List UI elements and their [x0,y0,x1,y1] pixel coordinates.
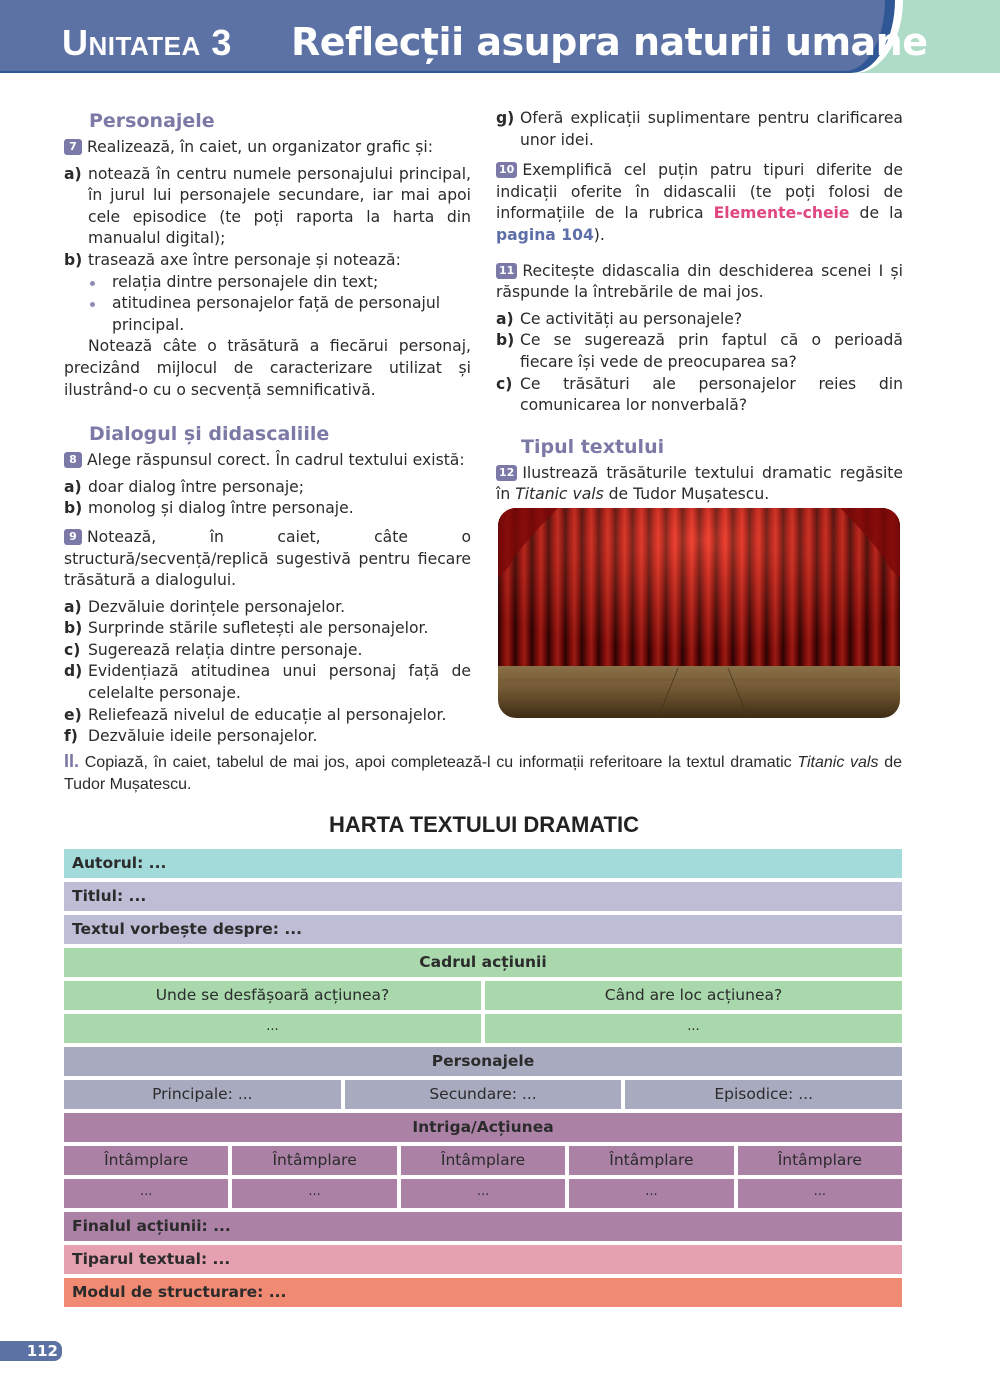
unit-label: UNITATEA 3 [62,22,232,63]
question-12: 12 Ilustrează trăsăturile textului dramatic regăsite în Titanic vals de Tudor Mușatescu. [496,463,903,504]
question-11: 11 Recitește didascalia din deschiderea scenei I și răspunde la întrebările de mai jos. [496,261,903,302]
exercise-ii: II. Copiază, în caiet, tabelul de mai jos, apoi completează-l cu informații referitoare la textul dramatic Titanic vals de Tudor Mușatescu. [64,751,903,793]
bullet-item: relația dintre personajele din text; [64,272,471,294]
section-title-dialogul: Dialogul și didascaliile [89,423,330,446]
question-9: 9 Notează, în caiet, câte o structură/secvență/replică sugestivă pentru fiecare trăsătură a dialogului. [64,527,471,590]
question-7: 7 Realizează, în caiet, un organizator grafic și: [64,137,471,159]
setting-where: Unde se desfășoară acțiunea? [64,981,481,1010]
list-item: a) doar dialog între personaje; [64,477,305,496]
characters-header: Personajele [64,1047,902,1076]
characters-episodic: Episodice: ... [625,1080,902,1109]
list-item: b) monolog și dialog între personaje. [64,499,354,518]
list-item: a) notează în centru numele personajului principal, în jurul lui personajele secundare, iar mai apoi cele episodice (te poți raporta la harta din manualul digital); [64,164,471,248]
list-item: b) Ce se sugerează prin faptul că o perioadă fiecare își vede de preocuparea sa? [496,331,903,371]
page-number: 112 [0,1341,62,1361]
question-number-badge: 8 [64,452,82,468]
event-cell: Întâmplare [64,1146,228,1175]
list-item: a) Dezvăluie dorințele personajelor. [64,597,346,616]
event-answer: ... [738,1179,902,1208]
list-item: b) Surprinde stările sufletești ale personajelor. [64,619,429,638]
dramatic-text-map-table [64,849,902,1311]
event-answer: ... [569,1179,733,1208]
row-title: Titlul: ... [64,882,902,911]
characters-secondary: Secundare: ... [345,1080,622,1109]
setting-when-answer: ... [485,1014,902,1043]
setting-where-answer: ... [64,1014,481,1043]
setting-when: Când are loc acțiunea? [485,981,902,1010]
list-item: c) Sugerează relația dintre personaje. [64,640,363,659]
section-title-tipul-textului: Tipul textului [521,435,665,458]
row-pattern: Tiparul textual: ... [64,1245,902,1274]
question-10: 10 Exemplifică cel puțin patru tipuri diferite de indicații oferite în didascalii (te poți folosi de informațiile de la rubrica Elemente-cheie de la pagina 104). [496,161,904,244]
event-answer: ... [232,1179,396,1208]
list-item: g) Oferă explicații suplimentare pentru clarificarea unor idei. [496,109,903,149]
list-item: b) trasează axe între personaje și notează: [64,250,401,269]
characters-main: Principale: ... [64,1080,341,1109]
event-cell: Întâmplare [401,1146,565,1175]
list-item: e) Reliefează nivelul de educație al personajelor. [64,705,447,724]
left-column [64,108,471,748]
map-title: HARTA TEXTULUI DRAMATIC [329,812,639,837]
event-cell: Întâmplare [738,1146,902,1175]
setting-header: Cadrul acțiunii [64,948,902,977]
link-page-104[interactable]: pagina 104 [496,225,594,244]
question-number-badge: 7 [64,139,82,155]
theater-stage-image [498,508,900,718]
curtain-illustration [498,508,900,718]
question-7-note: Notează câte o trăsătură a fiecărui personaj, precizând mijlocul de caracterizare utilizat și ilustrând-o cu o secvență semnificativă. [64,337,471,399]
list-item: f) Dezvăluie ideile personajelor. [64,727,318,746]
question-number-badge: 9 [64,529,82,545]
list-item: d) Evidențiază atitudinea unui personaj față de celelalte personaje. [64,662,471,703]
row-about: Textul vorbește despre: ... [64,915,902,944]
question-number-badge: 10 [496,162,517,178]
bullet-item: atitudinea personajelor față de personajul principal. [64,293,471,336]
event-cell: Întâmplare [232,1146,396,1175]
header-title-block [62,20,928,64]
question-8: 8 Alege răspunsul corect. În cadrul textului există: [64,450,471,472]
row-structure: Modul de structurare: ... [64,1278,902,1307]
unit-title: Reflecții asupra naturii umane [291,20,928,64]
question-number-badge: 11 [496,263,517,279]
row-author: Autorul: ... [64,849,902,878]
section-title-personajele: Personajele [89,110,215,132]
row-ending: Finalul acțiunii: ... [64,1212,902,1241]
roman-numeral: II. [64,751,80,771]
right-column [496,108,903,506]
question-number-badge: 12 [496,465,517,481]
list-item: c) Ce trăsături ale personajelor reies din comunicarea lor nonverbală? [496,374,903,415]
event-cell: Întâmplare [569,1146,733,1175]
list-item: a) Ce activități au personajele? [496,309,743,328]
event-answer: ... [401,1179,565,1208]
event-answer: ... [64,1179,228,1208]
link-elemente-cheie[interactable]: Elemente-cheie [713,204,850,223]
plot-header: Intriga/Acțiunea [64,1113,902,1142]
